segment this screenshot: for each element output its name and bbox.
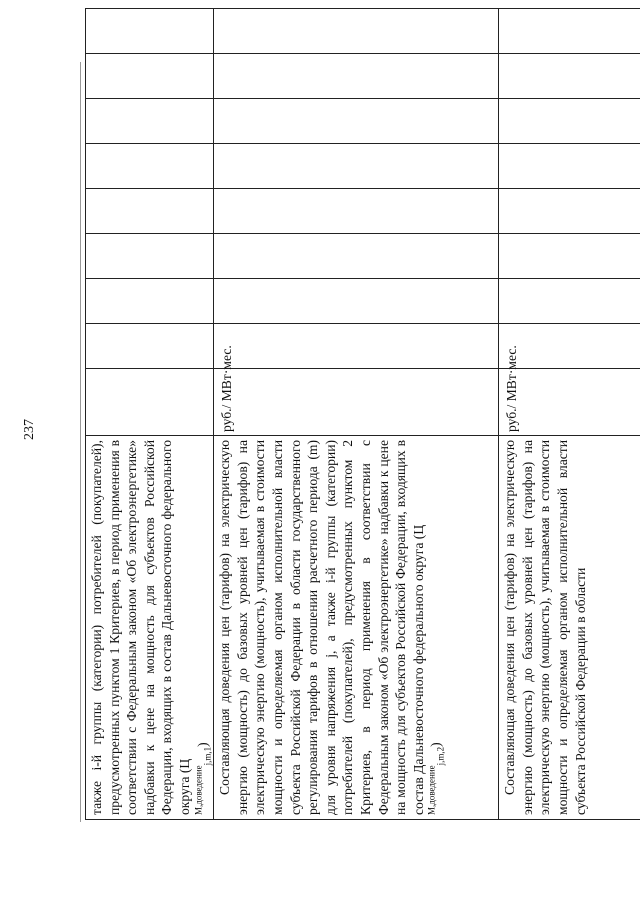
value-cell [499, 324, 640, 369]
value-cell [86, 279, 214, 324]
formula-subscript: j,m,2 [436, 746, 446, 766]
left-margin-line [80, 62, 81, 822]
value-cell [86, 234, 214, 279]
page-number: 237 [22, 419, 37, 440]
value-cell [86, 99, 214, 144]
value-cell [499, 54, 640, 99]
value-cell [214, 54, 499, 99]
value-cell [214, 144, 499, 189]
value-cell [86, 9, 214, 54]
table-row [499, 9, 640, 820]
value-cell [499, 234, 640, 279]
value-cell [214, 324, 499, 369]
row-unit [86, 369, 214, 436]
formula-superscript: М,доведение [426, 765, 437, 815]
value-cell [499, 9, 640, 54]
value-cell [86, 144, 214, 189]
tariff-table-rotated [85, 56, 588, 820]
table-row [86, 9, 214, 820]
value-cell [499, 99, 640, 144]
row-description: Составляющая доведения цен (тарифов) на электрическую энергию (мощность) до базовых уровней цен (тарифов) на электрическую энергию (мощность), учитываемая в стоимости мощности и определяемая органом исполнительной власти субъекта Российской Федерации в области [499, 436, 640, 820]
row-unit: руб./ МВт·мес. [499, 369, 640, 436]
table-row [214, 9, 499, 820]
value-cell [499, 144, 640, 189]
value-cell [86, 54, 214, 99]
value-cell [214, 234, 499, 279]
row-description: также i-й группы (категории) потребителей (покупателей), предусмотренных пунктом 1 Критериев, в период применения в соответствии с Федеральным законом «Об электроэнергетике» надбавки к цене на мощность для субъектов Российской Федерации, входящих в состав Дальневосточного федерального округа (Ц $^{М,доведение}_{j,m,1}$) [86, 436, 214, 820]
tariff-table [85, 8, 640, 820]
value-cell [499, 279, 640, 324]
value-cell [214, 99, 499, 144]
value-cell [214, 189, 499, 234]
formula-superscript: М,доведение [193, 765, 204, 815]
value-cell [499, 189, 640, 234]
formula-subscript: j,m,1 [202, 746, 213, 766]
value-cell [214, 279, 499, 324]
value-cell [214, 9, 499, 54]
value-cell [86, 324, 214, 369]
row-unit: руб./ МВт·мес. [214, 369, 499, 436]
value-cell [86, 189, 214, 234]
row-description: Составляющая доведения цен (тарифов) на электрическую энергию (мощность) до базовых уровней цен (тарифов) на электрическую энергию (мощность), учитываемая в стоимости мощности и определяемая органом исполнительной власти субъекта Российской Федерации в области государственного регулирования тарифов в отношении расчетного периода (m) для уровня напряжения j, а также i-й группы (категории) потребителей (покупателей), предусмотренных пунктом 2 Критериев, в период применения в соответствии с Федеральным законом «Об электроэнергетике» надбавки к цене на мощность для субъектов Российской Федерации, входящих в состав Дальневосточного федерального округа (Ц $^{М,доведение}_{j,m,2}$) [214, 436, 499, 820]
